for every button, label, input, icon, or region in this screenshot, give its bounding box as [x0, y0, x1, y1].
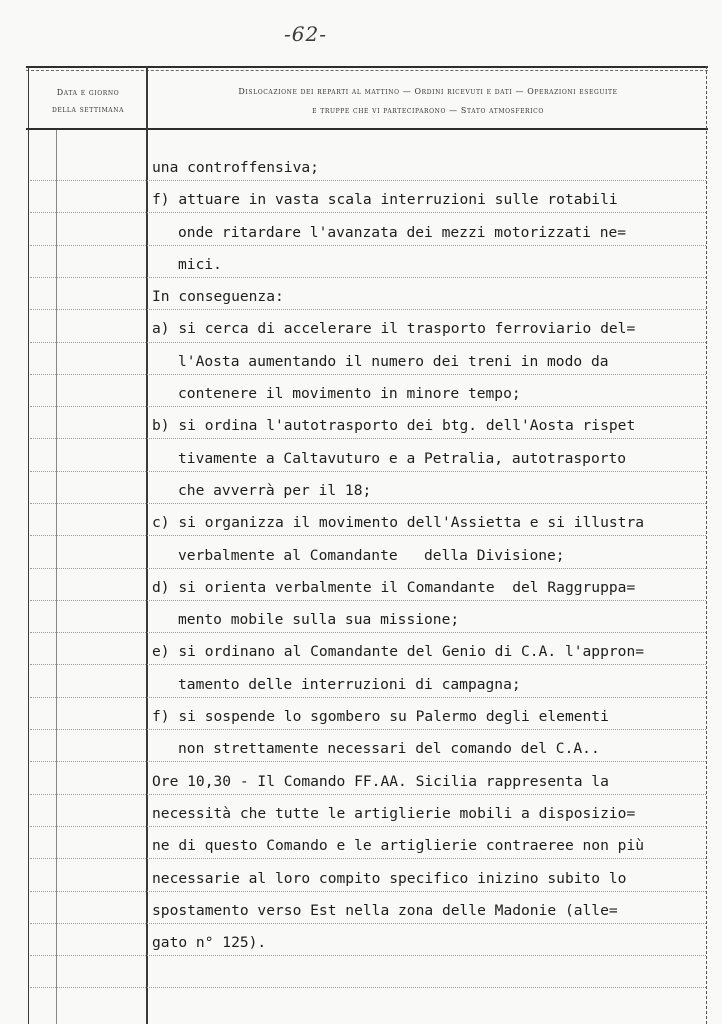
date-column-inner-rule	[56, 130, 57, 1024]
text-line: c) si organizza il movimento dell'Assietta e si illustra	[152, 514, 645, 532]
text-line: onde ritardare l'avanzata dei mezzi motorizzati ne=	[178, 223, 627, 241]
ruled-line	[30, 987, 706, 988]
content-column-header-line-2: e truppe che vi parteciparono — Stato atmosferico	[312, 106, 544, 115]
text-line: contenere il movimento in minore tempo;	[178, 385, 521, 403]
page-number: -62-	[284, 22, 327, 46]
text-line: b) si ordina l'autotrasporto dei btg. dell'Aosta rispet	[152, 417, 636, 435]
header-top-dashed-rule	[26, 70, 708, 71]
text-line: necessarie al loro compito specifico inizino subito lo	[152, 869, 627, 887]
text-line: gato n° 125).	[152, 934, 267, 952]
text-line: l'Aosta aumentando il numero dei treni in modo da	[178, 352, 609, 370]
text-line: f) attuare in vasta scala interruzioni sulle rotabili	[152, 191, 618, 209]
date-column-header	[30, 84, 146, 118]
text-line: necessità che tutte le artiglierie mobili a disposizio=	[152, 804, 636, 822]
text-line: tamento delle interruzioni di campagna;	[178, 675, 521, 693]
header-bottom-rule	[26, 128, 708, 130]
text-line: che avverrà per il 18;	[178, 481, 372, 499]
text-line: tivamente a Caltavuturo e a Petralia, autotrasporto	[178, 449, 627, 467]
text-line: Ore 10,30 - Il Comando FF.AA. Sicilia rappresenta la	[152, 772, 609, 790]
header-top-rule	[26, 66, 708, 68]
text-line: mici.	[178, 255, 222, 273]
text-line: ne di questo Comando e le artiglierie contraeree non più	[152, 837, 645, 855]
date-column-header-line-2: della settimana	[51, 105, 125, 114]
text-line: e) si ordinano al Comandante del Genio di C.A. l'appron=	[152, 643, 645, 661]
content-column-header-line-1: Dislocazione dei reparti al mattino — Ordini ricevuti e dati — Operazioni eseguite	[238, 87, 618, 96]
text-line: verbalmente al Comandante della Divisione;	[178, 546, 565, 564]
text-line: f) si sospende lo sgombero su Palermo degli elementi	[152, 708, 609, 726]
text-line: mento mobile sulla sua missione;	[178, 611, 460, 629]
text-line: a) si cerca di accelerare il trasporto ferroviario del=	[152, 320, 636, 338]
left-margin-rule	[28, 66, 29, 1024]
date-column-header-line-1: Data e giorno	[56, 88, 120, 97]
text-line: In conseguenza:	[152, 288, 284, 306]
text-line: spostamento verso Est nella zona delle Madonie (alle=	[152, 901, 618, 919]
text-line: non strettamente necessari del comando del C.A..	[178, 740, 600, 758]
content-column-header	[150, 82, 706, 120]
text-line: una controffensiva;	[152, 159, 319, 176]
document-body	[152, 152, 712, 959]
text-line: d) si orienta verbalmente il Comandante del Raggruppa=	[152, 578, 636, 596]
date-column-divider	[146, 66, 148, 1024]
